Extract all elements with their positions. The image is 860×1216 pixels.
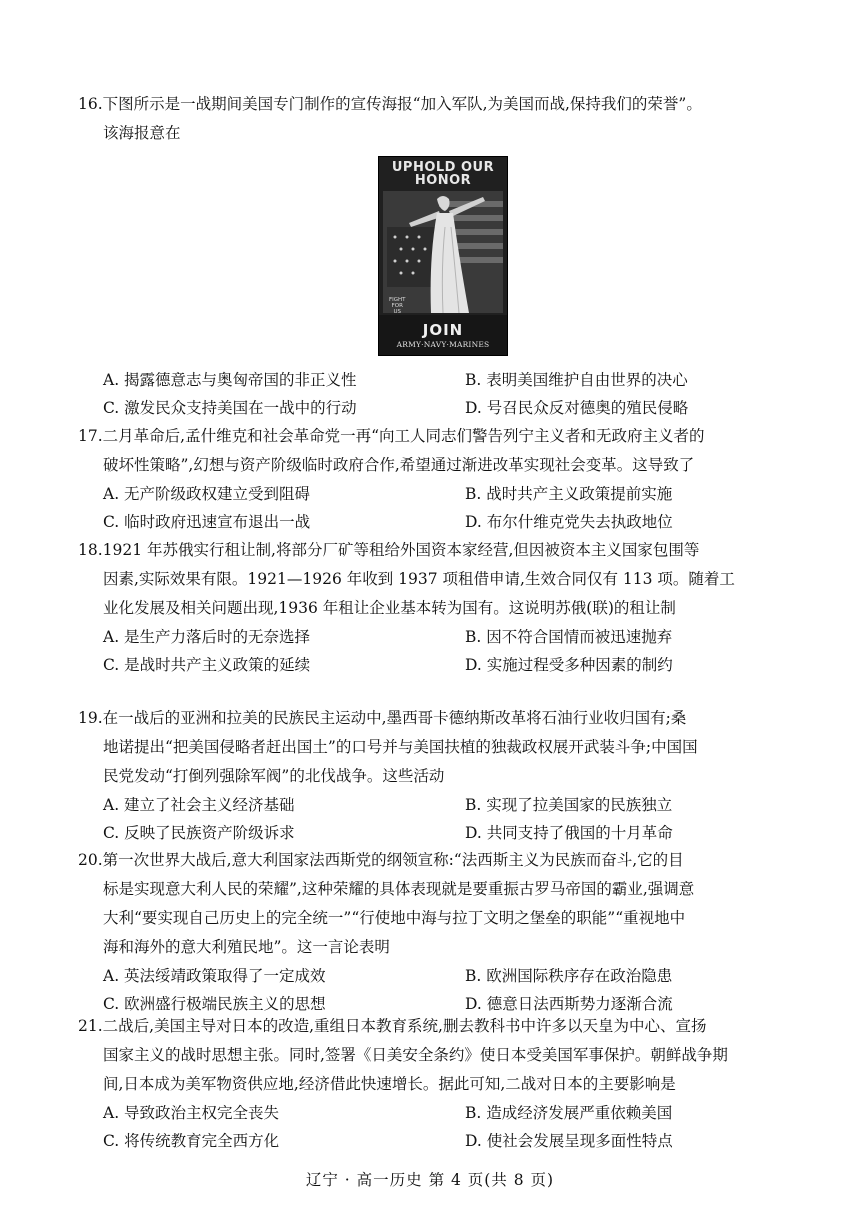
poster-fight-word: FOR bbox=[391, 303, 403, 309]
option-b[interactable]: B. 造成经济发展严重依赖美国 bbox=[465, 1104, 673, 1122]
question-17 bbox=[78, 422, 790, 536]
option-a[interactable]: A. 揭露德意志与奥匈帝国的非正义性 bbox=[103, 371, 357, 389]
option-a[interactable]: A. 无产阶级政权建立受到阻碍 bbox=[103, 485, 311, 503]
question-21-stem bbox=[78, 1012, 790, 1041]
option-d[interactable]: D. 实施过程受多种因素的制约 bbox=[465, 656, 673, 674]
question-text-line: 地诺提出“把美国侵略者赶出国土”的口号并与美国扶植的独裁政权展开武装斗争;中国国 bbox=[103, 738, 698, 756]
question-16-stem bbox=[78, 90, 790, 119]
question-text-line: 1921 年苏俄实行租让制,将部分厂矿等租给外国资本家经营,但因被资本主义国家包围等 bbox=[102, 541, 700, 559]
question-number: 21. bbox=[78, 1017, 103, 1035]
question-18 bbox=[78, 536, 790, 679]
poster-branches-text: ARMY·NAVY·MARINES bbox=[396, 340, 490, 349]
option-b[interactable]: B. 因不符合国情而被迅速抛弃 bbox=[465, 628, 673, 646]
question-text-line: 二战后,美国主导对日本的改造,重组日本教育系统,删去教科书中许多以天皇为中心、宣扬 bbox=[102, 1017, 707, 1035]
question-19-stem bbox=[78, 704, 790, 733]
question-20-stem bbox=[78, 846, 790, 875]
option-c[interactable]: C. 反映了民族资产阶级诉求 bbox=[103, 824, 295, 842]
option-d[interactable]: D. 德意日法西斯势力逐渐合流 bbox=[465, 995, 673, 1013]
question-17-stem bbox=[78, 422, 790, 451]
option-a[interactable]: A. 导致政治主权完全丧失 bbox=[103, 1104, 280, 1122]
question-text-line: 业化发展及相关问题出现,1936 年租让企业基本转为国有。这说明苏俄(联)的租让制 bbox=[103, 599, 676, 617]
question-text-line: 破坏性策略”,幻想与资产阶级临时政府合作,希望通过渐进改革实现社会变革。这导致了 bbox=[103, 456, 695, 474]
question-20 bbox=[78, 846, 790, 1018]
question-16 bbox=[78, 90, 790, 148]
question-number: 18. bbox=[78, 541, 103, 559]
poster-title-line: UPHOLD OUR bbox=[391, 160, 495, 175]
option-a[interactable]: A. 建立了社会主义经济基础 bbox=[103, 796, 295, 814]
question-text-line: 下图所示是一战期间美国专门制作的宣传海报“加入军队,为美国而战,保持我们的荣誉”。 bbox=[102, 95, 702, 113]
question-number: 20. bbox=[78, 851, 103, 869]
question-19 bbox=[78, 704, 790, 847]
option-b[interactable]: B. 欧洲国际秩序存在政治隐患 bbox=[465, 967, 673, 985]
question-text-line: 标是实现意大利人民的荣耀”,这种荣耀的具体表现就是要重振古罗马帝国的霸业,强调意 bbox=[103, 880, 695, 898]
poster-join-text: JOIN bbox=[422, 321, 464, 339]
option-c[interactable]: C. 临时政府迅速宣布退出一战 bbox=[103, 513, 311, 531]
question-text-line: 国家主义的战时思想主张。同时,签署《日美安全条约》使日本受美国军事保护。朝鲜战争期 bbox=[103, 1046, 728, 1064]
option-b[interactable]: B. 表明美国维护自由世界的决心 bbox=[465, 371, 688, 389]
question-text-line: 二月革命后,孟什维克和社会革命党一再“向工人同志们警告列宁主义者和无政府主义者的 bbox=[102, 427, 705, 445]
option-b[interactable]: B. 战时共产主义政策提前实施 bbox=[465, 485, 673, 503]
question-text-line: 民党发动“打倒列强除军阀”的北伐战争。这些活动 bbox=[103, 767, 445, 785]
question-text-line: 该海报意在 bbox=[103, 124, 181, 142]
option-d[interactable]: D. 号召民众反对德奥的殖民侵略 bbox=[465, 399, 689, 417]
question-number: 16. bbox=[78, 95, 103, 113]
poster-fight-word: FIGHT bbox=[389, 297, 406, 303]
option-c[interactable]: C. 激发民众支持美国在一战中的行动 bbox=[103, 399, 357, 417]
option-b[interactable]: B. 实现了拉美国家的民族独立 bbox=[465, 796, 673, 814]
poster-fight-word: US bbox=[393, 309, 402, 315]
question-21 bbox=[78, 1012, 790, 1155]
question-text-line: 海和海外的意大利殖民地”。这一言论表明 bbox=[103, 938, 390, 956]
poster-title bbox=[379, 161, 507, 187]
question-text-line: 因素,实际效果有限。1921—1926 年收到 1937 项租借申请,生效合同仅有 113 项。随着工 bbox=[103, 570, 735, 588]
poster-title-line: HONOR bbox=[414, 173, 472, 188]
option-c[interactable]: C. 将传统教育完全西方化 bbox=[103, 1132, 280, 1150]
question-number: 19. bbox=[78, 709, 103, 727]
option-c[interactable]: C. 是战时共产主义政策的延续 bbox=[103, 656, 311, 674]
option-d[interactable]: D. 共同支持了俄国的十月革命 bbox=[465, 824, 673, 842]
option-a[interactable]: A. 是生产力落后时的无奈选择 bbox=[103, 628, 311, 646]
poster-fight-text bbox=[389, 297, 406, 315]
question-16-options bbox=[78, 366, 790, 422]
question-text-line: 间,日本成为美军物资供应地,经济借此快速增长。据此可知,二战对日本的主要影响是 bbox=[103, 1075, 676, 1093]
question-text-line: 第一次世界大战后,意大利国家法西斯党的纲领宣称:“法西斯主义为民族而奋斗,它的目 bbox=[102, 851, 684, 869]
option-d[interactable]: D. 布尔什维克党失去执政地位 bbox=[465, 513, 673, 531]
option-a[interactable]: A. 英法绥靖政策取得了一定成效 bbox=[103, 967, 326, 985]
option-d[interactable]: D. 使社会发展呈现多面性特点 bbox=[465, 1132, 673, 1150]
page-footer: 辽宁 · 高一历史 第 4 页(共 8 页) bbox=[305, 1171, 555, 1189]
option-c[interactable]: C. 欧洲盛行极端民族主义的思想 bbox=[103, 995, 326, 1013]
question-text-line: 在一战后的亚洲和拉美的民族民主运动中,墨西哥卡德纳斯改革将石油行业收归国有;桑 bbox=[102, 709, 687, 727]
question-18-stem bbox=[78, 536, 790, 565]
propaganda-poster-image bbox=[378, 156, 508, 356]
question-number: 17. bbox=[78, 427, 103, 445]
question-text-line: 大利“要实现自己历史上的完全统一”“行使地中海与拉丁文明之堡垒的职能”“重视地中 bbox=[103, 909, 686, 927]
